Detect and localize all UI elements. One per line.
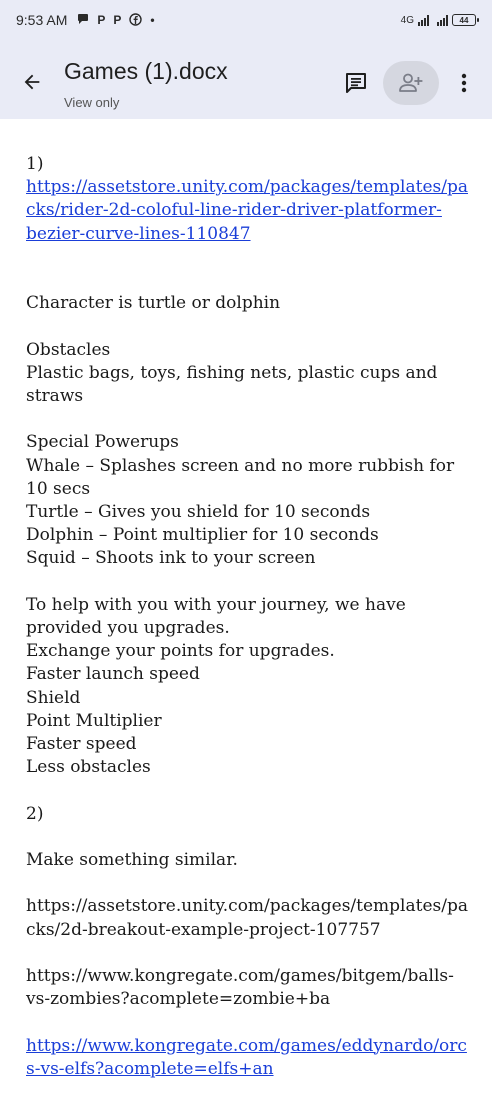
dot-icon: •	[150, 13, 155, 27]
spacer	[26, 826, 470, 849]
upgrades-intro: To help with you with your journey, we have provided you upgrades.	[26, 594, 406, 638]
upgrade-item: Point Multiplier	[26, 710, 162, 731]
rider-2d-link[interactable]: https://assetstore.unity.com/packages/templates/packs/rider-2d-coloful-line-rider-driver-platformer-bezier-curve-lines-110847	[26, 177, 468, 244]
spacer	[26, 571, 470, 594]
obstacles-list: Plastic bags, toys, fishing nets, plastic cups and straws	[26, 362, 438, 406]
breakout-url-text: https://assetstore.unity.com/packages/templates/packs/2d-breakout-example-project-107757	[26, 896, 468, 940]
facebook-icon	[129, 13, 142, 28]
p-icon: P	[113, 13, 122, 27]
comments-button[interactable]	[336, 63, 376, 103]
powerup-squid: Squid – Shoots ink to your screen	[26, 548, 316, 569]
battery-level: 44	[459, 15, 469, 25]
upgrade-item: Faster speed	[26, 734, 137, 755]
upgrades-exchange: Exchange your points for upgrades.	[26, 641, 335, 662]
item-number-2: 2)	[26, 803, 44, 824]
upgrade-item: Less obstacles	[26, 757, 151, 778]
status-left	[16, 12, 155, 28]
more-vert-icon	[461, 73, 467, 93]
balls-vs-zombies-url-text: https://www.kongregate.com/games/bitgem/balls-vs-zombies?acomplete=zombie+ba	[26, 965, 454, 1010]
link-paragraph	[26, 1035, 470, 1081]
network-type: 4G	[400, 14, 414, 26]
item-number-1: 1)	[26, 154, 44, 174]
spacer	[26, 1011, 470, 1034]
powerup-whale: Whale – Splashes screen and no more rubbish for 10 secs	[26, 455, 455, 499]
chat-bubble-icon	[77, 13, 89, 27]
signal-icon	[437, 15, 448, 26]
back-button[interactable]	[12, 62, 52, 102]
spacer	[26, 246, 470, 292]
signal-icon	[418, 15, 429, 26]
comment-icon	[344, 71, 368, 95]
spacer	[26, 408, 470, 431]
arrow-back-icon	[21, 71, 43, 93]
spacer	[26, 315, 470, 338]
obstacles-heading: Obstacles	[26, 339, 111, 360]
powerups-heading: Special Powerups	[26, 432, 179, 453]
app-bar	[0, 40, 492, 119]
p-icon: P	[97, 13, 106, 27]
powerup-dolphin: Dolphin – Point multiplier for 10 seconds	[26, 525, 379, 546]
spacer	[26, 872, 470, 895]
link-paragraph	[26, 176, 470, 246]
orcs-vs-elfs-link[interactable]: https://www.kongregate.com/games/eddynardo/orcs-vs-elfs?acomplete=elfs+an	[26, 1035, 467, 1079]
add-person-icon	[398, 72, 424, 94]
battery-icon	[452, 14, 476, 26]
similar-text: Make something similar.	[26, 850, 238, 870]
powerup-turtle: Turtle – Gives you shield for 10 seconds	[26, 502, 371, 522]
upgrade-item: Faster launch speed	[26, 664, 200, 685]
document-title: Games (1).docx	[64, 58, 228, 84]
document-body	[26, 153, 470, 1081]
more-options-button[interactable]	[446, 63, 482, 103]
share-button[interactable]	[383, 61, 439, 105]
upgrade-item: Shield	[26, 687, 81, 708]
spacer	[26, 942, 470, 965]
status-bar	[0, 0, 492, 40]
view-mode-label: View only	[64, 95, 120, 110]
status-right	[401, 14, 476, 26]
status-time: 9:53 AM	[16, 12, 68, 28]
spacer	[26, 779, 470, 802]
character-text: Character is turtle or dolphin	[26, 293, 281, 314]
